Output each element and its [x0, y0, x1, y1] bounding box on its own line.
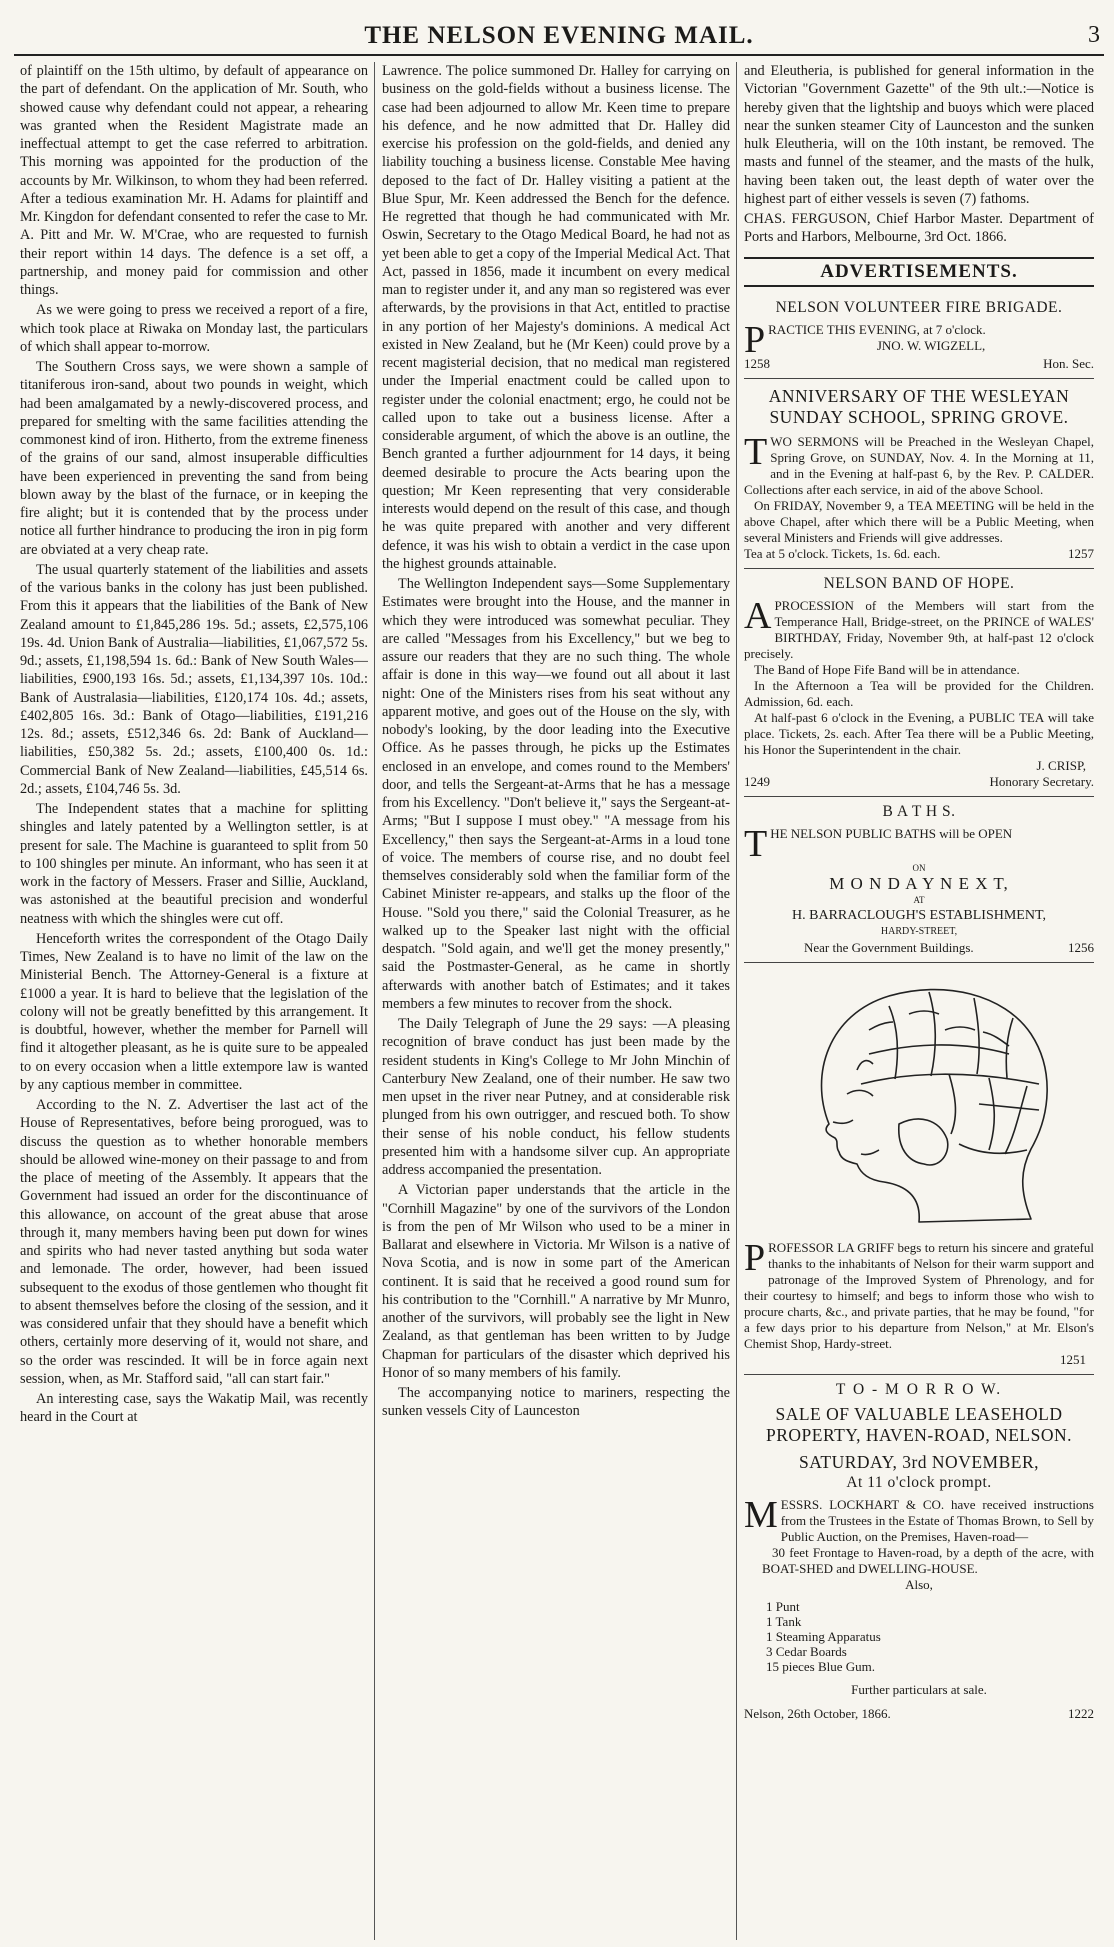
ad-text: ROFESSOR LA GRIFF begs to return his sincere and grateful thanks to the inhabitants of Nelson for their warm support and patronage of the Improved System of Phrenology, and for their courtesy to himself; and begs to inform those who wish to procure charts, &c., and private parties, that he may be found, "for a few days prior to his departure from Nelson," at Mr. Elson's Chemist Shop, Hardy-street.: [744, 1239, 1094, 1351]
ad-text: Near the Government Buildings.: [804, 939, 974, 955]
sale-items-list: [766, 1599, 1094, 1674]
ad-text: Further particulars at sale.: [851, 1681, 987, 1697]
ad-fire-brigade: [744, 293, 1094, 379]
news-paragraph: A Victorian paper understands that the article in the "Cornhill Magazine" by one of the survivors of the London is from the pen of Mr Wilson who used to be a miner in Ballarat and elsewhere in Victoria. Mr Wilson is a native of Nova Scotia, and is now in some part of the American continent. It is said that he received a good round sum for his contribution to the "Cornhill." A narrative by Mr Munro, another of the survivors, will probably see the light in New Zealand, as that gentleman has been written to by Judge Chapman for particulars of the disaster which deprived his Honor of so many members of his family.: [382, 1182, 730, 1381]
ad-wesleyan-anniversary: [744, 379, 1094, 569]
ad-text: Also,: [905, 1576, 933, 1592]
ad-number: 1222: [1068, 1705, 1094, 1721]
ad-title: NELSON BAND OF HOPE.: [823, 574, 1015, 592]
drop-cap: M: [744, 1493, 778, 1536]
column-rule: [374, 62, 375, 1940]
news-paragraph: According to the N. Z. Advertiser the last act of the House of Representatives, before being prorogued, was to discuss the question as to whether honorable members should be allowed wine-money on their passage to and from the place of meeting of the Assembly. It appears that the Government had issued an order for the discontinuance of this allowance, on account of the great abuse that arose through it, many members having been put down for wines and spirits who had never tasted anything but soda water and lemonade. The order, however, had been issued subsequent to the exodus of those gentlemen who thought fit to absent themselves before the closing of the session, and it was considered unfair that they should have a benefit which others, certainly more deserving of it, would not share, and so the order was rescinded. It will be in force again next session, when, as Mr. Stafford said, "all can start fair.": [20, 1097, 368, 1387]
ad-baths: [744, 797, 1094, 963]
news-paragraph: The Independent states that a machine for splitting shingles and lately patented by a Wellington settler, is at present for sale. The Machine is guaranteed to split from 50 to 100 shingles per minute. An informant, who has seen it at work in the factory of Messers. Fraser and Sillie, Auckland, was astonished at the beautiful precision and wonderful neatness with which the shingles were cut off.: [20, 801, 368, 927]
ad-text: Tea at 5 o'clock. Tickets, 1s. 6d. each.: [744, 545, 941, 561]
news-paragraph: Lawrence. The police summoned Dr. Halley for carrying on business on the gold-fields without a business license. The case had been adjourned to allow Mr. Keen time to prepare his defence, and he now admitted that Dr. Halley did exercise his profession on the gold-fields, and denied any liability touching a business license. Constable Mee having deposed to the fact of Dr. Halley visiting a patient at the Blue Spur, Mr. Keen addressed the Bench for the defence. He regretted that though he had communicated with Mr. Oswin, Secretary to the Otago Medical Board, he had not as yet been able to get a copy of the Imperial Medical Act. That Act, passed in 1856, made it incumbent on every medical man to register under it, and any man so registered was ever afterwards, by the provisions in that Act, entitled to practise in any portion of her Majesty's dominions. A medical Act existed in New Zealand, but he (Mr Keen) could prove by a recent magisterial decision, that no medical man registered under the Imperial enactment could be called upon to register under the colonial enactment; ergo, he could not be called upon to take out a business license. After a considerable argument, of which the above is an outline, the Bench granted a further adjournment for 14 days, it being deemed desirable to procure the Acts bearing upon the question; Mr Keen representing that very considerable interests would depend on the result of this case, and though he was quite prepared with another and very different defence, it was his wish to obtain a verdict in the case upon the highest grounds attainable.: [382, 63, 730, 572]
column-3: [744, 62, 1094, 1942]
ad-text: On FRIDAY, November 9, a TEA MEETING will be held in the above Chapel, after which there will be a Public Meeting, when several Ministers and Friends will give addresses.: [744, 497, 1094, 545]
news-paragraph: An interesting case, says the Wakatip Mail, was recently heard in the Court at: [20, 1391, 368, 1426]
ad-time: At 11 o'clock prompt.: [846, 1473, 992, 1491]
advertisements-heading: ADVERTISEMENTS.: [744, 257, 1094, 287]
news-paragraph: As we were going to press we received a report of a fire, which took place at Riwaka on Monday last, the particulars of which shall appear to-morrow.: [20, 302, 368, 355]
news-paragraph: The accompanying notice to mariners, respecting the sunken vessels City of Launceston: [382, 1385, 730, 1420]
ad-text: The Band of Hope Fife Band will be in attendance.: [754, 661, 1020, 677]
list-item: 1 Tank: [766, 1613, 802, 1629]
ad-text: At half-past 6 o'clock in the Evening, a PUBLIC TEA will take place. Tickets, 2s. each. After Tea there will be a Public Meeting, his Honor the Superintendent in the chair.: [744, 709, 1094, 757]
news-paragraph: The Wellington Independent says—Some Supplementary Estimates were brought into the House, and the manner in which they were introduced was somewhat peculiar. They are called "Messages from his Excellency," but we beg to assure our readers that they are no such thing. The whole affair is done in this way—we found out all about it last night: One of the Ministers rises from his seat without any apparent motive, and goes out of the House on the sly, with nobody's looking, by the door leading into the Executive Office. As he passes through, he picks up the Estimates enclosed in an envelope, and comes round to the Members' door, and tells the Sergeant-at-Arms that he has a message from his Excellency. "Don't believe it," says the Sergeant-at-Arms; "But I suppose I must obey." "A message from his Excellency," then says the Sergeant-at-Arms in a loud tone of voice. The members of course rise, and no doubt feel themselves considerably sold when the familiar form of the Cabinet Minister re-appears, and stalks up the floor of the House. "Sold you there," said the Colonial Treasurer, as he walked up to the Speaker last night with the official despatch. "Sold again, and we'll get the money presently," said the Postmaster-General, as he came in shortly afterwards with another batch of Estimates; and it takes members a few minutes to recover from the shock.: [382, 576, 730, 1012]
ad-text: H. BARRACLOUGH'S ESTABLISHMENT,: [792, 907, 1046, 923]
page-number: 3: [1088, 22, 1100, 48]
column-1: [20, 62, 368, 1942]
ad-text: WO SERMONS will be Preached in the Wesleyan Chapel, Spring Grove, on SUNDAY, Nov. 4. In the Morning at 11, and in the Evening at half-past 6, by the Rev. P. CALDER. Collections after each service, in aid of the above School.: [744, 433, 1094, 497]
column-rule: [736, 62, 737, 1940]
news-paragraph: of plaintiff on the 15th ultimo, by default of appearance on the part of defendant. On the application of Mr. South, who showed cause why defendant could not appear, a rehearing was granted when the Resident Magistrate made an ineffectual attempt to get the case referred to arbitration. This morning was appointed for the production of the accounts by Mr. Wilkinson, to whom they had been referred. After a tedious examination Mr. H. Adams for plaintiff and Mr. Kingdon for defendant consented to refer the case to Mr. A. Pitt and Mr. W. M'Crae, who are requested to furnish their report within 14 days. The defence is a set off, a partnership, and money paid for commission and other things.: [20, 63, 368, 298]
list-item: 1 Steaming Apparatus: [766, 1628, 881, 1644]
ad-text: 30 feet Frontage to Haven-road, by a depth of the acre, with BOAT-SHED and DWELLING-HOUSE.: [762, 1544, 1094, 1576]
ad-text: In the Afternoon a Tea will be provided for the Children. Admission, 6d. each.: [744, 677, 1094, 709]
ad-title: ANNIVERSARY OF THE WESLEYAN SUNDAY SCHOOL, SPRING GROVE.: [768, 385, 1070, 427]
ad-title: B A T H S.: [882, 802, 956, 820]
ad-title: NELSON VOLUNTEER FIRE BRIGADE.: [775, 298, 1063, 316]
column-2: [382, 62, 730, 1942]
ad-signer: JNO. W. WIGZELL,: [876, 337, 986, 353]
ad-title: T O - M O R R O W.: [835, 1380, 1003, 1398]
phrenology-head-illustration: [769, 974, 1069, 1236]
ad-leasehold-sale: [744, 1375, 1094, 1728]
masthead: [14, 18, 1104, 56]
ad-number: 1249: [744, 773, 770, 789]
drop-cap: T: [744, 822, 768, 865]
drop-cap: P: [744, 1236, 766, 1279]
ad-number: 1251: [1060, 1351, 1086, 1367]
ad-role: Hon. Sec.: [1043, 355, 1094, 371]
drop-cap: A: [744, 594, 772, 637]
ad-text: M O N D A Y N E X T,: [829, 873, 1009, 893]
ad-band-of-hope: [744, 569, 1094, 797]
ad-text: PROCESSION of the Members will start from the Temperance Hall, Bridge-street, on the PRINCE of WALES' BIRTHDAY, Friday, November 9th, at half-past 12 o'clock precisely.: [744, 597, 1094, 661]
list-item: 1 Punt: [766, 1598, 800, 1614]
news-paragraph: The usual quarterly statement of the liabilities and assets of the various banks in the colony has just been published. From this it appears that the liabilities of the Bank of New Zealand amount to £1,845,286 19s. 5d.; assets, £2,575,106 19s. 4d. Union Bank of Australia—liabilities, £1,067,572 5s. 9d.; assets, £1,198,594 1s. 6d.: Bank of New South Wales—liabilities, £900,193 16s. 5d.; assets, £1,134,397 10s. 10d.: Bank of Australasia—liabilities, £120,174 10s. 4d.; assets, £402,805 16s. 3d.: Bank of Otago—liabilities, £191,216 12s. 8d.; assets, £512,346 6s. 2d: Bank of Auckland—liabilities, £50,382 5s. 2d.; assets, £100,400 0s. 1d.: Commercial Bank of New Zealand—liabilities, £45,514 6s. 2d.; assets, £104,746 5s. 3d.: [20, 561, 368, 797]
news-paragraph: Henceforth writes the correspondent of the Otago Daily Times, New Zealand is to have no limit of the law on the Ministerial Bench. The Attorney-General is a fixture at £1000 a year. It is hard to believe that the legislation of the colony will not be greatly benefitted by this arrangement. It is doubtful, however, whether the member for Parnell will find it altogether pleasant, as he is quite sure to be appealed to on every occasion when a little extempore law is wanted by any captious member in committee.: [20, 930, 368, 1093]
drop-cap: T: [744, 430, 768, 473]
ad-date: SATURDAY, 3rd NOVEMBER,: [798, 1451, 1039, 1472]
ad-number: 1256: [1068, 939, 1094, 955]
ad-role: Honorary Secretary.: [989, 773, 1094, 789]
news-paragraph: The Southern Cross says, we were shown a sample of titaniferous iron-sand, about two pounds in weight, which had been amalgamated by a newly-discovered process, and prepared for smelting with the same facilities attending the commonest kind of iron. Hitherto, from the extreme fineness of the grains of our sand, almost insuperable difficulties have been experienced in preventing the sand from being blown away by the blast of the furnace, or in keeping the fire alight; but it is contended that by the process under notice all further hindrance to producing the iron in pig form are obviated at a very cheap rate.: [20, 359, 368, 558]
list-item: 15 pieces Blue Gum.: [766, 1658, 876, 1674]
news-paragraph: and Eleutheria, is published for general information in the Victorian "Government Gazette" of the 9th ult.:—Notice is hereby given that the lightship and buoys which were placed near the sunken steamer City of Launceston and the sunken hulk Eleutheria, will on the 10th instant, be removed. The masts and funnel of the steamer, and the masts of the hulk, having been taken out, the least depth of water over the highest part of either vessels is seven (7) fathoms.: [744, 63, 1094, 207]
newspaper-title: THE NELSON EVENING MAIL.: [364, 22, 754, 49]
list-item: 3 Cedar Boards: [766, 1643, 847, 1659]
ad-subtitle: SALE OF VALUABLE LEASEHOLD PROPERTY, HAVEN-ROAD, NELSON.: [766, 1403, 1072, 1445]
news-paragraph: The Daily Telegraph of June the 29 says: —A pleasing recognition of brave conduct has just been made by the resident students in King's College to Mr John Minchin of Canterbury New Zealand, one of their number. He saw two men upset in the river near Putney, and at considerable risk plunged from his own outrigger, and rescued both. To show their sense of his noble conduct, his fellow students presented him with a handsome silver cup. An appropriate address accompanied the presentation.: [382, 1016, 730, 1178]
ad-number: 1258: [744, 355, 770, 371]
ad-signer: J. CRISP,: [1036, 757, 1086, 773]
ad-text: HE NELSON PUBLIC BATHS will be OPEN: [770, 825, 1013, 841]
ad-dateline: Nelson, 26th October, 1866.: [744, 1705, 891, 1721]
notice-signature: CHAS. FERGUSON, Chief Harbor Master. Department of Ports and Harbors, Melbourne, 3rd Oct. 1866.: [744, 211, 1094, 246]
ad-number: 1257: [1068, 545, 1094, 561]
ad-text: AT: [913, 894, 925, 905]
ad-text: ON: [912, 862, 926, 873]
ad-phrenology: [744, 963, 1094, 1375]
ad-text: RACTICE THIS EVENING, at 7 o'clock.: [768, 321, 986, 337]
ad-text: HARDY-STREET,: [880, 925, 958, 937]
ad-text: ESSRS. LOCKHART & CO. have received instructions from the Trustees in the Estate of Thomas Brown, to Sell by Public Auction, on the Premises, Haven-road—: [780, 1496, 1094, 1544]
drop-cap: P: [744, 318, 766, 361]
